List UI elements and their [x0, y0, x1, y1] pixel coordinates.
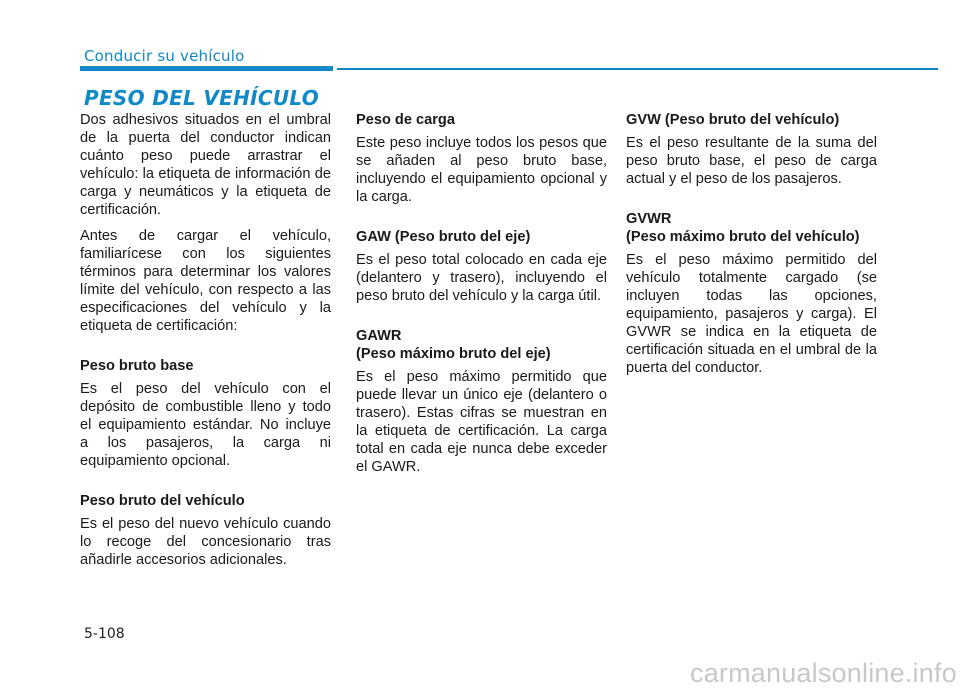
- heading-gvwr-line1: GVWR: [626, 211, 672, 227]
- watermark: carmanualsonline.info: [690, 658, 957, 688]
- column-3: [626, 111, 877, 385]
- header-rule-thin: [337, 68, 938, 70]
- header-rule-thick: [80, 66, 333, 71]
- heading-gaw: GAW (Peso bruto del eje): [356, 229, 531, 245]
- heading-gawr-line1: GAWR: [356, 328, 402, 344]
- heading-gvwr-line2: (Peso máximo bruto del vehículo): [626, 229, 860, 245]
- text-peso-bruto-vehiculo: Es el peso del nuevo vehículo cuando lo recoge del concesionario tras añadirle accesorios adicionales.: [80, 516, 331, 568]
- page-number: 5-108: [84, 626, 125, 642]
- intro-paragraph-2: Antes de cargar el vehículo, familiarícese con los siguientes términos para determinar los valores límite del vehículo, con respecto a las especificaciones del vehículo y la etiqueta de certificación:: [80, 228, 331, 334]
- section-label: Conducir su vehículo: [84, 47, 245, 65]
- heading-gawr-line2: (Peso máximo bruto del eje): [356, 346, 551, 362]
- heading-gvwr: [626, 210, 877, 246]
- column-1: [80, 111, 331, 577]
- text-gvw: Es el peso resultante de la suma del peso bruto base, el peso de carga actual y el peso de los pasajeros.: [626, 135, 877, 187]
- heading-peso-bruto-base: Peso bruto base: [80, 358, 194, 374]
- text-peso-de-carga: Este peso incluye todos los pesos que se añaden al peso bruto base, incluyendo el equipamiento opcional y la carga.: [356, 135, 607, 205]
- text-peso-bruto-base: Es el peso del vehículo con el depósito de combustible lleno y todo el equipamiento estándar. No incluye a los pasajeros, la carga ni equipamiento opcional.: [80, 381, 331, 469]
- column-2: [356, 111, 607, 484]
- page-title: PESO DEL VEHÍCULO: [84, 86, 320, 110]
- text-gaw: Es el peso total colocado en cada eje (delantero y trasero), incluyendo el peso bruto del vehículo y la carga útil.: [356, 252, 607, 304]
- heading-peso-bruto-vehiculo: Peso bruto del vehículo: [80, 493, 245, 509]
- intro-paragraph: Dos adhesivos situados en el umbral de la puerta del conductor indican cuánto peso puede arrastrar el vehículo: la etiqueta de información de carga y neumáticos y la etiqueta de certificación.: [80, 112, 331, 218]
- heading-gvw: GVW (Peso bruto del vehículo): [626, 112, 840, 128]
- text-gawr: Es el peso máximo permitido que puede llevar un único eje (delantero o trasero). Estas cifras se muestran en la etiqueta de certificación. La carga total en cada eje nunca debe exceder el GAWR.: [356, 369, 607, 475]
- text-gvwr: Es el peso máximo permitido del vehículo totalmente cargado (se incluyen todas las opciones, equipamiento, pasajeros y carga). El GVWR se indica en la etiqueta de certificación situada en el umbral de la puerta del conductor.: [626, 252, 877, 376]
- heading-gawr: [356, 327, 607, 363]
- heading-peso-de-carga: Peso de carga: [356, 112, 455, 128]
